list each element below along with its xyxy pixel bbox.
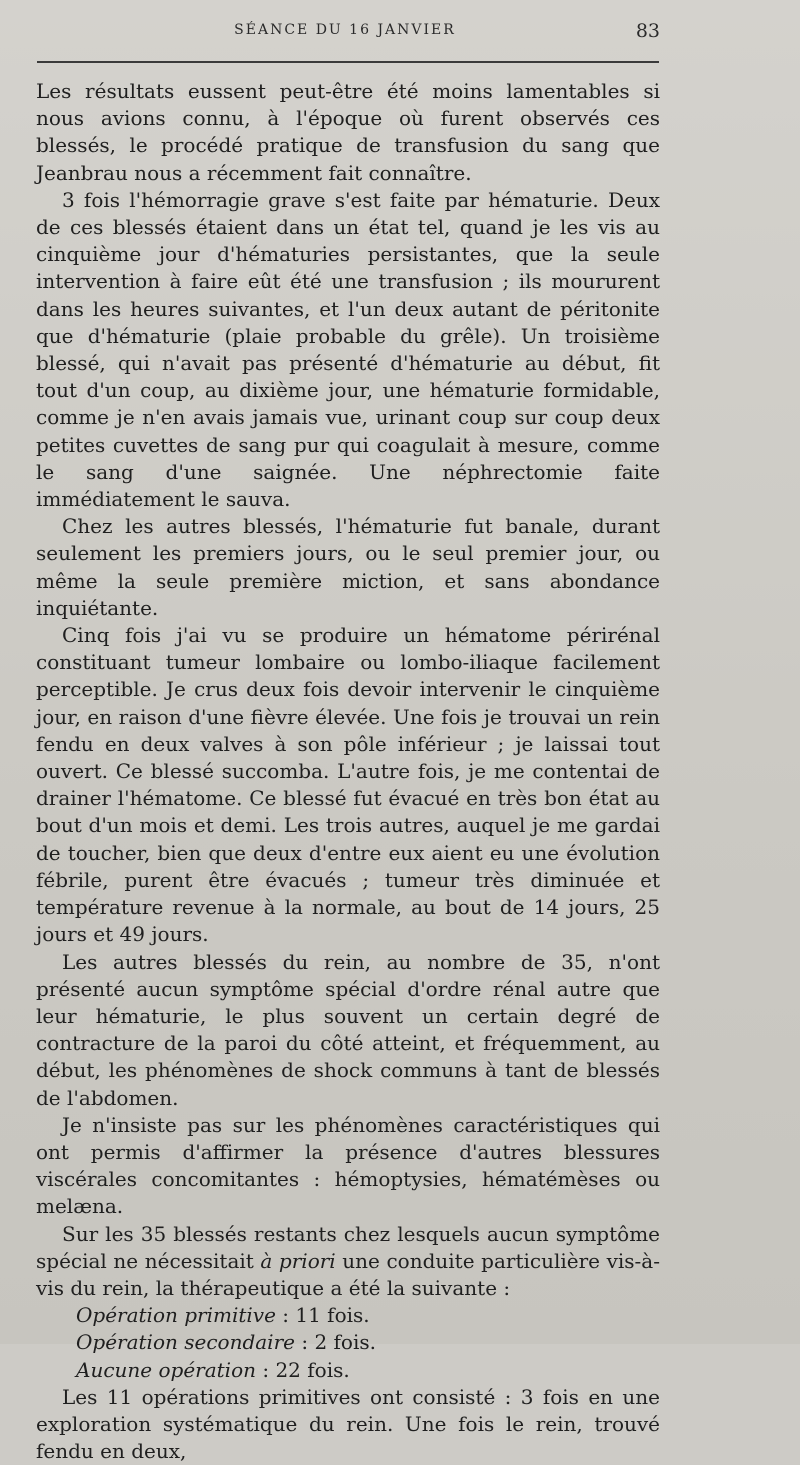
running-head (30, 20, 660, 44)
header-rule (37, 61, 659, 63)
body-text (36, 78, 660, 1465)
paragraph-2: 3 fois l'hémorragie grave s'est faite par hématurie. Deux de ces blessés étaient dans un état tel, quand je les vis au cinquième jour d'hématuries persistantes, que la seule intervention à faire eût été une transfusion ; ils moururent dans les heures suivantes, et l'un deux autant de péritonite que d'hématurie (plaie probable du grêle). Un troisième blessé, qui n'avait pas présenté d'hématurie au début, fit tout d'un coup, au dixième jour, une hématurie formidable, comme je n'en avais jamais vue, urinant coup sur coup deux petites cuvettes de sang pur qui coagulait à mesure, comme le sang d'une saignée. Une néphrectomie faite immédiatement le sauva. (36, 187, 660, 512)
operation-label: Opération secondaire (76, 1330, 295, 1355)
operation-label: Aucune opération (76, 1357, 256, 1382)
paragraph-7-emphasis: à priori (260, 1248, 336, 1273)
paragraph-7-after: une conduite particulière vis-à-vis du rein, la thérapeutique a été la suivante : (36, 1248, 660, 1300)
paragraph-4: Cinq fois j'ai vu se produire un hématome périrénal constituant tumeur lombaire ou lombo-iliaque facilement perceptible. Je crus deux fois devoir intervenir le cinquième jour, en raison d'une fièvre élevée. Une fois je trouvai un rein fendu en deux valves à son pôle inférieur ; je laissai tout ouvert. Ce blessé succomba. L'autre fois, je me contentai de drainer l'hématome. Ce blessé fut évacué en très bon état au bout d'un mois et demi. Les trois autres, auquel je me gardai de toucher, bien que deux d'entre eux aient eu une évolution fébrile, purent être évacués ; tumeur très diminuée et température revenue à la normale, au bout de 14 jours, 25 jours et 49 jours. (36, 623, 660, 947)
operation-line-secondary (76, 1329, 660, 1356)
operation-line-primitive (76, 1302, 660, 1329)
operation-count: : 11 fois. (275, 1303, 370, 1328)
paragraph-final: Les 11 opérations primitives ont consisté : 3 fois en une exploration systématique du rein. Une fois le rein, trouvé fendu en deux, (36, 1384, 660, 1464)
operation-label: Opération primitive (76, 1303, 276, 1328)
paragraph-5: Les autres blessés du rein, au nombre de 35, n'ont présenté aucun symptôme spécial d'ordre rénal autre que leur hématurie, le plus souvent un certain degré de contracture de la paroi du côté atteint, et fréquemment, au début, les phénomènes de shock communs à tant de blessés de l'abdomen. (36, 949, 660, 1110)
operation-count: : 2 fois. (294, 1330, 376, 1355)
page-number: 83 (635, 20, 660, 42)
running-head-title: SÉANCE DU 16 JANVIER (234, 22, 456, 38)
operation-line-none (76, 1357, 660, 1384)
operation-count: : 22 fois. (256, 1357, 350, 1382)
paragraph-7 (36, 1221, 660, 1303)
paragraph-1: Les résultats eussent peut-être été moins lamentables si nous avions connu, à l'époque où furent observés ces blessés, le procédé pratique de transfusion du sang que Jeanbrau nous a récemment fait connaître. (36, 79, 660, 185)
paragraph-3: Chez les autres blessés, l'hématurie fut banale, durant seulement les premiers jours, ou le seul premier jour, ou même la seule première miction, et sans abondance inquiétante. (36, 514, 660, 620)
paragraph-6: Je n'insiste pas sur les phénomènes caractéristiques qui ont permis d'affirmer la présence d'autres blessures viscérales concomitantes : hémoptysies, hématémèses ou melæna. (36, 1112, 660, 1219)
paragraph-7-before: Sur les 35 blessés restants chez lesquels aucun symptôme spécial ne nécessitait (36, 1221, 660, 1273)
